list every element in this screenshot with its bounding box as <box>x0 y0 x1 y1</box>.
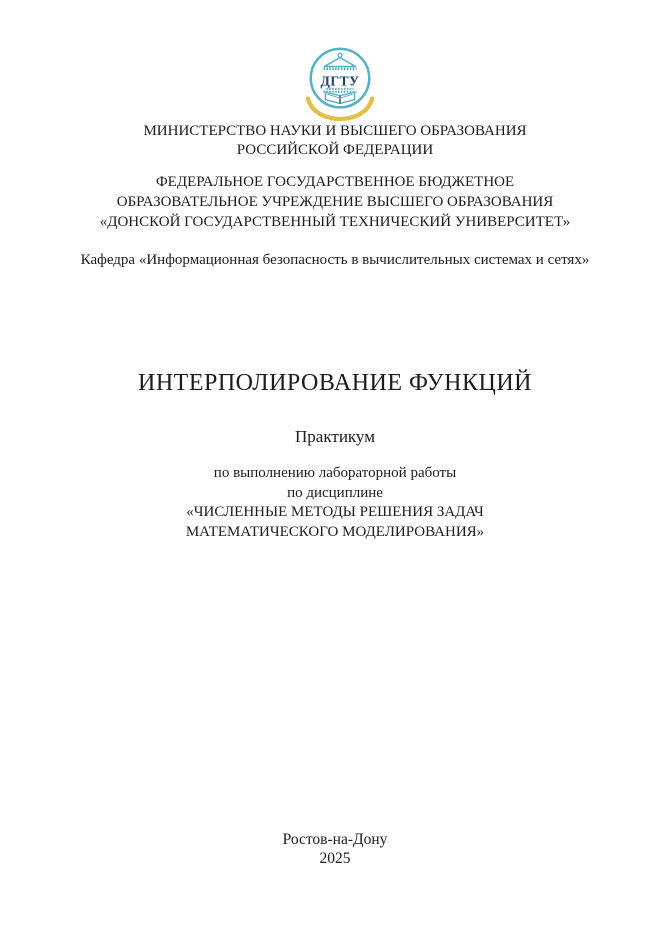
discipline-line-2: МАТЕМАТИЧЕСКОГО МОДЕЛИРОВАНИЯ» <box>185 523 485 540</box>
university-emblem <box>0 45 670 126</box>
emblem-letters: ДГТУ <box>320 73 360 89</box>
discipline-line-1: «ЧИСЛЕННЫЕ МЕТОДЫ РЕШЕНИЯ ЗАДАЧ <box>186 504 484 520</box>
ministry-line-1: МИНИСТЕРСТВО НАУКИ И ВЫСШЕГО ОБРАЗОВАНИЯ <box>143 123 527 139</box>
pediment-ball <box>338 53 342 57</box>
imprint-city: Ростов-на-Дону <box>282 831 388 848</box>
page-title: ИНТЕРПОЛИРОВАНИЕ ФУНКЦИЙ <box>138 370 532 396</box>
page-subtitle: Практикум <box>295 427 375 446</box>
ministry-line-2: РОССИЙСКОЙ ФЕДЕРАЦИИ <box>236 142 434 158</box>
institution-line-1: ФЕДЕРАЛЬНОЕ ГОСУДАРСТВЕННОЕ БЮДЖЕТНОЕ <box>155 174 515 190</box>
institution-line-3: «ДОНСКОЙ ГОСУДАРСТВЕННЫЙ ТЕХНИЧЕСКИЙ УНИВЕРСИТЕТ» <box>99 214 571 230</box>
description-block <box>0 464 670 542</box>
institution-line-2: ОБРАЗОВАТЕЛЬНОЕ УЧРЕЖДЕНИЕ ВЫСШЕГО ОБРАЗОВАНИЯ <box>116 194 554 210</box>
purpose-line-1: по выполнению лабораторной работы <box>213 465 457 481</box>
institution-block <box>0 172 670 232</box>
department-line: Кафедра «Информационная безопасность в вычислительных системах и сетях» <box>80 252 590 268</box>
imprint-year: 2025 <box>319 850 351 867</box>
purpose-line-2: по дисциплине <box>287 484 383 501</box>
dstu-emblem-icon <box>299 45 381 121</box>
ministry-block <box>0 122 670 160</box>
imprint-block <box>0 830 670 868</box>
